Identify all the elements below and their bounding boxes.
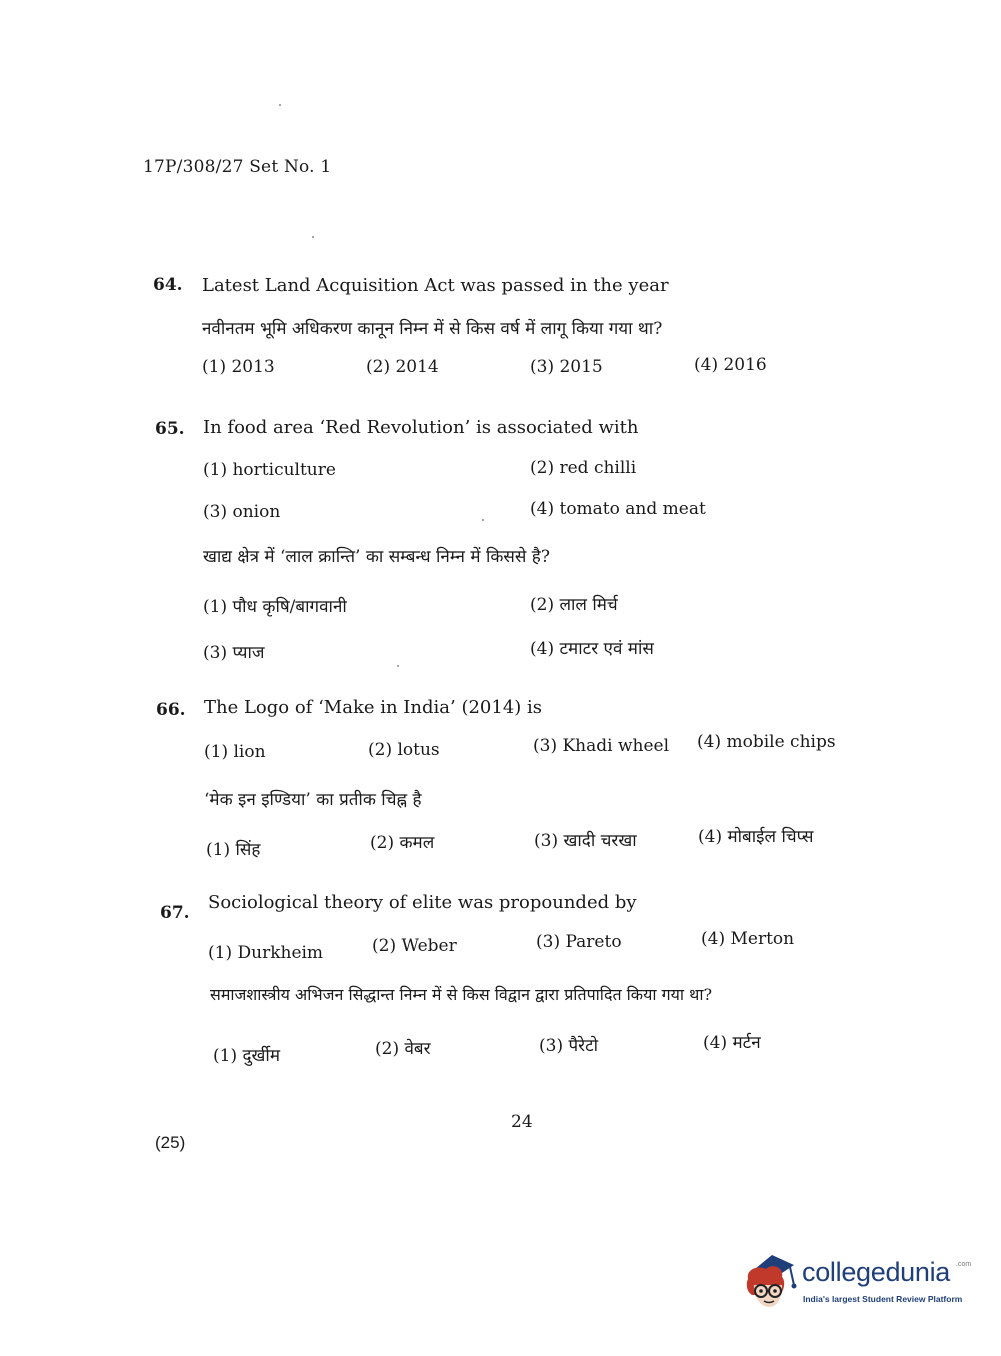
logo-tagline: India's largest Student Review Platform [803,1294,963,1304]
option-1: (1) lion [204,742,266,762]
set-header: 17P/308/27 Set No. 1 [143,157,332,177]
question-text-hi: नवीनतम भूमि अधिकरण कानून निम्न में से किस वर्ष में लागू किया गया था? [202,319,663,339]
mascot-icon [742,1251,800,1315]
option-3: (3) Pareto [536,932,622,952]
option-4-hi: (4) मर्टन [703,1033,761,1053]
option-1-hi: (1) सिंह [206,840,261,860]
option-1-hi: (1) पौध कृषि/बागवानी [203,597,347,617]
scan-speck [279,104,281,106]
option-3-hi: (3) प्याज [203,643,265,663]
question-text-hi: समाजशास्त्रीय अभिजन सिद्धान्त निम्न में से किस विद्वान द्वारा प्रतिपादित किया गया था? [210,985,713,1004]
question-text-hi: ‘मेक इन इण्डिया’ का प्रतीक चिह्न है [204,790,422,810]
option-4: (4) 2016 [694,355,767,375]
scan-speck [482,519,484,521]
logo-com: .com [956,1261,972,1268]
scan-speck [312,236,314,238]
question-number: 67. [160,903,190,923]
question-text-en: Latest Land Acquisition Act was passed in the year [202,275,669,296]
option-2: (2) 2014 [366,357,439,377]
question-number: 65. [155,419,185,439]
option-4-hi: (4) टमाटर एवं मांस [530,639,654,659]
question-text-en: In food area ‘Red Revolution’ is associated with [203,417,639,438]
option-4: (4) mobile chips [697,732,836,752]
option-3-hi: (3) खादी चरखा [534,831,637,851]
option-1: (1) horticulture [203,460,336,480]
option-3: (3) Khadi wheel [533,736,670,756]
option-3: (3) onion [203,502,281,522]
logo-brand: collegedunia [802,1257,951,1287]
question-text-hi: खाद्य क्षेत्र में ‘लाल क्रान्ति’ का सम्बन्ध निम्न में किससे है? [203,547,550,567]
option-3-hi: (3) पैरेटो [539,1036,599,1056]
option-2: (2) lotus [368,740,440,760]
option-4: (4) Merton [701,929,795,949]
option-2-hi: (2) लाल मिर्च [530,595,618,615]
option-1: (1) Durkheim [208,943,324,963]
option-2-hi: (2) कमल [370,833,435,853]
option-2: (2) red chilli [530,458,637,478]
option-4: (4) tomato and meat [530,499,706,519]
option-1: (1) 2013 [202,357,275,377]
question-text-en: Sociological theory of elite was propounded by [208,892,637,913]
collegedunia-logo [742,1251,972,1315]
option-3: (3) 2015 [530,357,603,377]
option-2: (2) Weber [372,936,457,956]
question-number: 66. [156,700,186,720]
option-2-hi: (2) वेबर [375,1039,431,1059]
scan-speck [397,665,399,667]
page-number: 24 [511,1112,533,1132]
question-number: 64. [153,275,183,295]
question-text-en: The Logo of ‘Make in India’ (2014) is [204,697,543,718]
option-1-hi: (1) दुर्खीम [213,1046,280,1066]
footer-code: (25) [155,1133,186,1152]
option-4-hi: (4) मोबाईल चिप्स [698,827,814,847]
